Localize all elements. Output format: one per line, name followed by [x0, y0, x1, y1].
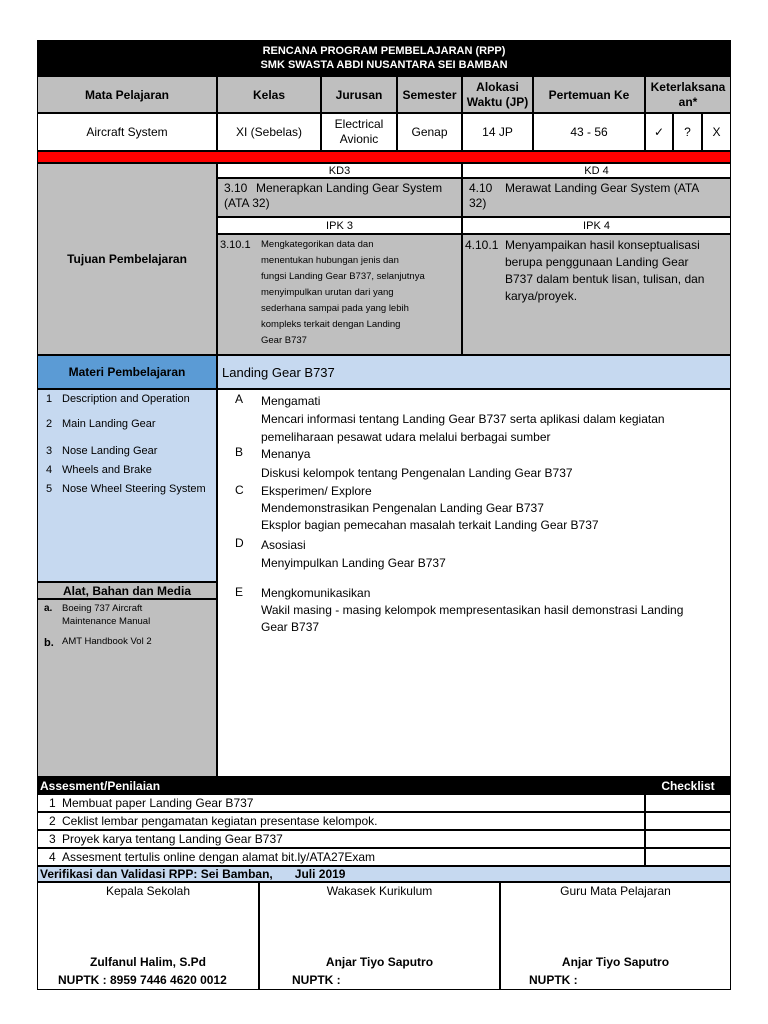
- kegiatan-d-letter: D: [235, 536, 244, 550]
- kegiatan-e-line1: Wakil masing - masing kelompok mempresentasikan hasil demonstrasi Landing: [261, 603, 684, 617]
- rpp-document: [37, 40, 731, 990]
- col-keterlaksanaan: [645, 76, 731, 113]
- assesment-num: 4: [49, 849, 56, 864]
- ipk3-line: Gear B737: [261, 335, 307, 346]
- kegiatan-b: [261, 445, 573, 483]
- kd3-title: KD3: [217, 163, 462, 178]
- ipk4-title: IPK 4: [462, 217, 731, 234]
- alat-a-letter: a.: [44, 603, 53, 614]
- value-kelas: XI (Sebelas): [217, 113, 321, 151]
- kd4-text-line1: Merawat Landing Gear System (ATA: [505, 181, 700, 195]
- kd3-num: 3.10: [224, 181, 248, 195]
- ipk4-line: B737 dalam bentuk lisan, tulisan, dan: [505, 272, 705, 286]
- alat-a-line1: Boeing 737 Aircraft: [62, 603, 143, 614]
- verifikasi-label: Verifikasi dan Validasi RPP: Sei Bamban,: [40, 867, 273, 881]
- materi-item-text: Nose Landing Gear: [62, 445, 158, 457]
- assesment-row: [37, 812, 645, 830]
- col-kelas: Kelas: [217, 76, 321, 113]
- kegiatan-b-title: Menanya: [261, 447, 311, 461]
- kegiatan-a-letter: A: [235, 392, 244, 406]
- red-divider: [37, 151, 731, 163]
- materi-item: [46, 483, 206, 495]
- ipk3-num: 3.10.1: [220, 239, 251, 251]
- materi-item-text: Main Landing Gear: [62, 418, 156, 430]
- kegiatan-a: [261, 392, 665, 446]
- document-header: [37, 40, 731, 76]
- signature-name: Anjar Tiyo Saputro: [561, 955, 670, 969]
- kegiatan-a-title: Mengamati: [261, 394, 321, 408]
- col-keterlaksanaan-line1: Keterlaksana: [650, 79, 726, 94]
- ipk3-line: sederhana sampai pada yang lebih: [261, 303, 409, 314]
- materi-item-text: Wheels and Brake: [62, 464, 152, 476]
- ipk4-line: karya/proyek.: [505, 289, 578, 303]
- verifikasi-row: [37, 866, 731, 882]
- value-semester: Genap: [397, 113, 462, 151]
- assesment-text: Proyek karya tentang Landing Gear B737: [62, 831, 283, 846]
- value-jurusan-line2: Avionic: [339, 132, 379, 146]
- ipk3-line: menentukan hubungan jenis dan: [261, 255, 399, 266]
- ipk3-line: kompleks terkait dengan Landing: [261, 319, 401, 330]
- kegiatan-e-line2: Gear B737: [261, 620, 320, 634]
- kegiatan-b-line1: Diskusi kelompok tentang Pengenalan Landing Gear B737: [261, 466, 573, 480]
- checkmark-icon[interactable]: ✓: [645, 113, 673, 151]
- col-mapel: Mata Pelajaran: [37, 76, 217, 113]
- kegiatan-c-title: Eksperimen/ Explore: [261, 484, 372, 498]
- assesment-checkbox[interactable]: [645, 830, 731, 848]
- col-semester: Semester: [397, 76, 462, 113]
- ipk3-title: IPK 3: [217, 217, 462, 234]
- alat-label: Alat, Bahan dan Media: [37, 582, 217, 599]
- kd4-text-line2: 32): [469, 196, 487, 210]
- kd4-num: 4.10: [469, 181, 493, 195]
- ipk3-line: fungsi Landing Gear B737, selanjutnya: [261, 271, 425, 282]
- materi-label: Materi Pembelajaran: [37, 355, 217, 389]
- ipk4-num: 4.10.1: [465, 238, 499, 252]
- ipk3-text: [261, 237, 425, 354]
- value-alokasi: 14 JP: [462, 113, 533, 151]
- alat-a-text: [62, 602, 150, 628]
- kd3-text-line2: (ATA 32): [224, 196, 270, 210]
- kegiatan-e-title: Mengkomunikasikan: [261, 586, 371, 600]
- assesment-num: 2: [49, 813, 56, 828]
- header-line-2: SMK SWASTA ABDI NUSANTARA SEI BAMBAN: [260, 59, 508, 71]
- header-line-1: RENCANA PROGRAM PEMBELAJARAN (RPP): [262, 45, 506, 57]
- ipk3-line: menyimpulkan urutan dari yang: [261, 287, 394, 298]
- assesment-text: Ceklist lembar pengamatan kegiatan presentase kelompok.: [62, 813, 378, 828]
- materi-item-num: 4: [46, 464, 53, 476]
- verifikasi-date: Juli 2019: [294, 867, 346, 881]
- ipk4-line: Menyampaikan hasil konseptualisasi: [505, 238, 700, 252]
- signature-guru: [500, 882, 731, 990]
- kd3-content: [217, 178, 462, 217]
- kegiatan-a-line2: pemeliharaan pesawat udara melalui berbagai sumber: [261, 430, 551, 444]
- kegiatan-d-line1: Menyimpulkan Landing Gear B737: [261, 556, 446, 570]
- materi-item-num: 3: [46, 445, 53, 457]
- kd4-title: KD 4: [462, 163, 731, 178]
- assesment-label: Assesment/Penilaian: [37, 777, 645, 794]
- col-pertemuan: Pertemuan Ke: [533, 76, 645, 113]
- col-jurusan: Jurusan: [321, 76, 397, 113]
- value-pertemuan: 43 - 56: [533, 113, 645, 151]
- kd4-content: [462, 178, 731, 217]
- materi-list: [37, 389, 217, 582]
- materi-item: [46, 418, 156, 430]
- signature-role: Guru Mata Pelajaran: [560, 884, 671, 898]
- tujuan-label: Tujuan Pembelajaran: [37, 163, 217, 355]
- kd3-text-line1: Menerapkan Landing Gear System: [256, 181, 443, 195]
- col-alokasi-line1: Alokasi: [476, 79, 519, 94]
- materi-item: [46, 464, 152, 476]
- kegiatan-panel: [217, 389, 731, 777]
- assesment-checkbox[interactable]: [645, 848, 731, 866]
- signature-nuptk: NUPTK :: [529, 973, 578, 987]
- materi-item-num: 1: [46, 393, 53, 405]
- assesment-text: Membuat paper Landing Gear B737: [62, 795, 254, 810]
- alat-b-letter: b.: [44, 637, 54, 649]
- kegiatan-c-letter: C: [235, 483, 244, 497]
- kegiatan-c: [261, 483, 599, 534]
- col-alokasi-line2: Waktu (JP): [466, 94, 529, 109]
- signature-nuptk: NUPTK :: [292, 973, 341, 987]
- materi-item: [46, 445, 157, 457]
- signature-role: Kepala Sekolah: [105, 884, 191, 898]
- x-mark-box[interactable]: X: [702, 113, 731, 151]
- kegiatan-e: [261, 585, 683, 636]
- col-keterlaksanaan-line2: an*: [678, 94, 698, 109]
- signature-kepala-sekolah: [37, 882, 259, 990]
- value-mapel: Aircraft System: [37, 113, 217, 151]
- alat-a-line2: Maintenance Manual: [62, 616, 151, 627]
- assesment-checkbox[interactable]: [645, 794, 731, 812]
- assesment-num: 1: [49, 795, 56, 810]
- col-alokasi: [462, 76, 533, 113]
- materi-item-num: 5: [46, 483, 53, 495]
- materi-topic: Landing Gear B737: [217, 355, 731, 389]
- assesment-checkbox[interactable]: [645, 812, 731, 830]
- materi-item-text: Description and Operation: [62, 393, 190, 405]
- ipk4-line: berupa penggunaan Landing Gear: [505, 255, 689, 269]
- assesment-row: [37, 794, 645, 812]
- signature-name: Zulfanul Halim, S.Pd: [89, 955, 206, 969]
- kegiatan-e-letter: E: [235, 585, 244, 599]
- materi-item: [46, 393, 190, 405]
- kegiatan-d-title: Asosiasi: [261, 538, 306, 552]
- materi-item-num: 2: [46, 418, 53, 430]
- signature-role: Wakasek Kurikulum: [326, 884, 433, 898]
- ipk4-content: [462, 234, 731, 355]
- kegiatan-d: [261, 536, 446, 572]
- question-mark-box[interactable]: ?: [673, 113, 702, 151]
- alat-b-text: AMT Handbook Vol 2: [62, 636, 152, 647]
- materi-item-text: Nose Wheel Steering System: [62, 483, 206, 495]
- assesment-row: [37, 830, 645, 848]
- kegiatan-c-line2: Eksplor bagian pemecahan masalah terkait Landing Gear B737: [261, 518, 599, 532]
- alat-list: [37, 599, 217, 777]
- kegiatan-c-line1: Mendemonstrasikan Pengenalan Landing Gear B737: [261, 501, 544, 515]
- kegiatan-a-line1: Mencari informasi tentang Landing Gear B737 serta aplikasi dalam kegiatan: [261, 412, 665, 426]
- signature-wakasek: [259, 882, 500, 990]
- assesment-text: Assesment tertulis online dengan alamat bit.ly/ATA27Exam: [62, 849, 376, 864]
- kegiatan-b-letter: B: [235, 445, 244, 459]
- signature-nuptk: NUPTK : 8959 7446 4620 0012: [58, 973, 227, 987]
- assesment-num: 3: [49, 831, 56, 846]
- value-jurusan: [321, 113, 397, 151]
- ipk4-text: [505, 237, 704, 354]
- signature-name: Anjar Tiyo Saputro: [325, 955, 434, 969]
- checklist-label: Checklist: [645, 777, 731, 794]
- ipk3-content: [217, 234, 462, 355]
- ipk3-line: Mengkategorikan data dan: [261, 239, 374, 250]
- value-jurusan-line1: Electrical: [334, 117, 384, 131]
- assesment-row: [37, 848, 645, 866]
